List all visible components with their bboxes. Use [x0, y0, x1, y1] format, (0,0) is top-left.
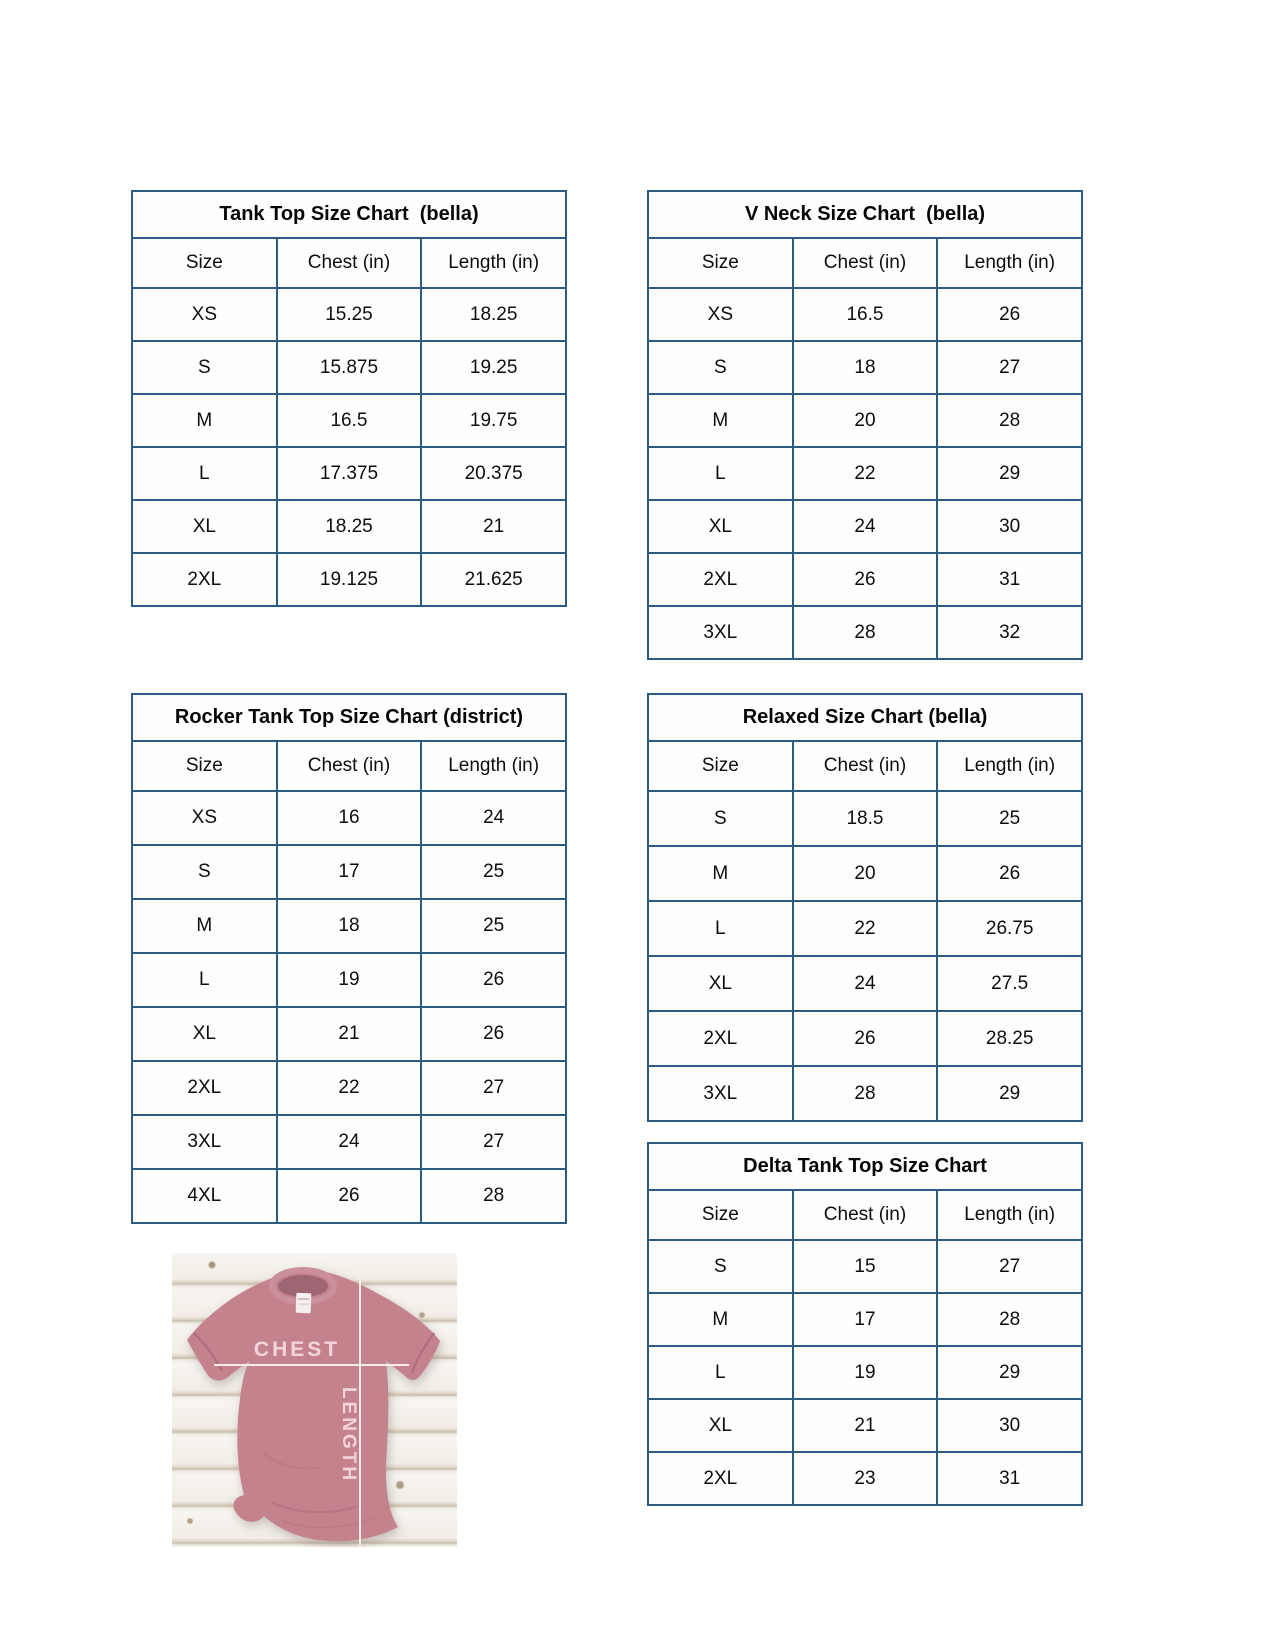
- table-cell: 28: [937, 394, 1082, 447]
- table-cell: S: [648, 791, 793, 846]
- table-row: [648, 901, 1082, 956]
- table-cell: 18.5: [793, 791, 938, 846]
- tshirt-illustration: [172, 1253, 457, 1547]
- table-row: [648, 1399, 1082, 1452]
- title-row: [132, 191, 566, 238]
- table-cell: 26: [421, 1007, 566, 1061]
- chest-measure-label: CHEST: [253, 1338, 341, 1361]
- table-cell: 29: [937, 447, 1082, 500]
- table-row: [132, 1169, 566, 1223]
- column-header: Size: [132, 238, 277, 288]
- table-row: [132, 447, 566, 500]
- table-cell: 26: [421, 953, 566, 1007]
- table-cell: 2XL: [648, 1452, 793, 1505]
- table-cell: 27: [421, 1115, 566, 1169]
- table-row: [648, 846, 1082, 901]
- table-row: [132, 1115, 566, 1169]
- table-row: [132, 845, 566, 899]
- table-cell: 22: [793, 447, 938, 500]
- table-cell: 26: [937, 288, 1082, 341]
- table-cell: XS: [132, 288, 277, 341]
- column-header: Size: [648, 1190, 793, 1240]
- header-row: [648, 238, 1082, 288]
- table-cell: 19.25: [421, 341, 566, 394]
- tshirt-body: [187, 1270, 440, 1542]
- table-cell: 30: [937, 500, 1082, 553]
- table-row: [648, 606, 1082, 659]
- table-cell: S: [648, 341, 793, 394]
- table-cell: S: [132, 845, 277, 899]
- title-row: [132, 694, 566, 741]
- table-cell: 32: [937, 606, 1082, 659]
- table-cell: 25: [421, 845, 566, 899]
- table-row: [648, 1011, 1082, 1066]
- header-row: [648, 741, 1082, 791]
- title-row: [648, 1143, 1082, 1190]
- header-row: [132, 238, 566, 288]
- table-cell: 20.375: [421, 447, 566, 500]
- table-cell: 31: [937, 1452, 1082, 1505]
- column-header: Chest (in): [793, 238, 938, 288]
- table-row: [132, 899, 566, 953]
- table-row: [648, 500, 1082, 553]
- table-cell: 25: [937, 791, 1082, 846]
- table-title: Delta Tank Top Size Chart: [648, 1143, 1082, 1190]
- table-cell: 4XL: [132, 1169, 277, 1223]
- table-cell: 22: [793, 901, 938, 956]
- table-cell: M: [648, 1293, 793, 1346]
- table-cell: 21.625: [421, 553, 566, 606]
- title-row: [648, 694, 1082, 741]
- table-cell: M: [132, 899, 277, 953]
- header-row: [132, 741, 566, 791]
- table-cell: 3XL: [648, 606, 793, 659]
- table-cell: M: [132, 394, 277, 447]
- table-cell: 15: [793, 1240, 938, 1293]
- table-cell: 21: [421, 500, 566, 553]
- table-cell: 19.125: [277, 553, 422, 606]
- table-row: [132, 288, 566, 341]
- table-row: [132, 341, 566, 394]
- column-header: Chest (in): [793, 1190, 938, 1240]
- table-tank-top-size-chart: [131, 190, 567, 607]
- table-row: [648, 341, 1082, 394]
- table-cell: M: [648, 846, 793, 901]
- table-cell: 23: [793, 1452, 938, 1505]
- table-title: Relaxed Size Chart (bella): [648, 694, 1082, 741]
- column-header: Length (in): [937, 238, 1082, 288]
- table-cell: 2XL: [132, 1061, 277, 1115]
- table-row: [648, 956, 1082, 1011]
- column-header: Length (in): [937, 741, 1082, 791]
- column-header: Size: [648, 238, 793, 288]
- table-cell: XL: [132, 1007, 277, 1061]
- table-row: [648, 394, 1082, 447]
- shirt-measurement-photo: [172, 1253, 457, 1547]
- table-cell: L: [648, 901, 793, 956]
- table-delta-tank-top-size-chart: [647, 1142, 1083, 1506]
- table-cell: 3XL: [132, 1115, 277, 1169]
- table-row: [648, 1452, 1082, 1505]
- table-cell: 26: [793, 1011, 938, 1066]
- column-header: Length (in): [421, 238, 566, 288]
- table-cell: 28: [793, 1066, 938, 1121]
- table-cell: 28.25: [937, 1011, 1082, 1066]
- table-row: [648, 447, 1082, 500]
- table-cell: XL: [648, 1399, 793, 1452]
- column-header: Size: [132, 741, 277, 791]
- table-cell: 27.5: [937, 956, 1082, 1011]
- table-cell: L: [648, 1346, 793, 1399]
- table-title: Tank Top Size Chart (bella): [132, 191, 566, 238]
- table-cell: 16.5: [277, 394, 422, 447]
- table-title: Rocker Tank Top Size Chart (district): [132, 694, 566, 741]
- table-cell: 28: [421, 1169, 566, 1223]
- table-cell: L: [648, 447, 793, 500]
- table-cell: 30: [937, 1399, 1082, 1452]
- table-cell: 22: [277, 1061, 422, 1115]
- table-cell: 19: [793, 1346, 938, 1399]
- table-row: [132, 791, 566, 845]
- table-cell: 24: [277, 1115, 422, 1169]
- column-header: Length (in): [937, 1190, 1082, 1240]
- table-cell: 20: [793, 394, 938, 447]
- table-row: [648, 1346, 1082, 1399]
- table-cell: XS: [132, 791, 277, 845]
- column-header: Size: [648, 741, 793, 791]
- table-row: [648, 288, 1082, 341]
- table-cell: L: [132, 953, 277, 1007]
- table-cell: 24: [793, 500, 938, 553]
- title-row: [648, 191, 1082, 238]
- table-cell: 17: [277, 845, 422, 899]
- table-cell: XL: [648, 956, 793, 1011]
- table-cell: 15.875: [277, 341, 422, 394]
- table-cell: 19: [277, 953, 422, 1007]
- table-cell: 21: [793, 1399, 938, 1452]
- table-cell: 26.75: [937, 901, 1082, 956]
- table-row: [132, 553, 566, 606]
- table-cell: 3XL: [648, 1066, 793, 1121]
- table-row: [132, 1007, 566, 1061]
- column-header: Chest (in): [277, 238, 422, 288]
- header-row: [648, 1190, 1082, 1240]
- table-cell: 2XL: [132, 553, 277, 606]
- table-cell: 29: [937, 1066, 1082, 1121]
- table-row: [132, 394, 566, 447]
- table-cell: XL: [648, 500, 793, 553]
- table-cell: 17: [793, 1293, 938, 1346]
- table-row: [132, 953, 566, 1007]
- column-header: Chest (in): [277, 741, 422, 791]
- table-row: [132, 1061, 566, 1115]
- table-row: [648, 553, 1082, 606]
- table-v-neck-size-chart: [647, 190, 1083, 660]
- table-cell: 20: [793, 846, 938, 901]
- column-header: Chest (in): [793, 741, 938, 791]
- table-cell: 25: [421, 899, 566, 953]
- length-measure-label: LENGTH: [338, 1386, 359, 1484]
- table-cell: 24: [421, 791, 566, 845]
- table-cell: L: [132, 447, 277, 500]
- table-cell: 24: [793, 956, 938, 1011]
- table-cell: 2XL: [648, 1011, 793, 1066]
- table-cell: 28: [937, 1293, 1082, 1346]
- table-cell: XS: [648, 288, 793, 341]
- table-cell: 2XL: [648, 553, 793, 606]
- table-row: [648, 1240, 1082, 1293]
- table-cell: 21: [277, 1007, 422, 1061]
- table-cell: 18.25: [421, 288, 566, 341]
- table-cell: 18: [277, 899, 422, 953]
- table-cell: 17.375: [277, 447, 422, 500]
- table-row: [648, 791, 1082, 846]
- table-cell: 26: [937, 846, 1082, 901]
- table-row: [132, 500, 566, 553]
- table-cell: M: [648, 394, 793, 447]
- neck-tag: [296, 1293, 312, 1314]
- table-relaxed-size-chart: [647, 693, 1083, 1122]
- table-cell: 31: [937, 553, 1082, 606]
- table-cell: 28: [793, 606, 938, 659]
- column-header: Length (in): [421, 741, 566, 791]
- table-cell: S: [648, 1240, 793, 1293]
- table-cell: 15.25: [277, 288, 422, 341]
- table-cell: S: [132, 341, 277, 394]
- table-cell: 18.25: [277, 500, 422, 553]
- table-title: V Neck Size Chart (bella): [648, 191, 1082, 238]
- table-cell: 29: [937, 1346, 1082, 1399]
- table-cell: 27: [421, 1061, 566, 1115]
- table-cell: 19.75: [421, 394, 566, 447]
- table-cell: 26: [793, 553, 938, 606]
- table-cell: 16: [277, 791, 422, 845]
- table-cell: 18: [793, 341, 938, 394]
- table-rocker-tank-top-size-chart: [131, 693, 567, 1224]
- table-cell: 26: [277, 1169, 422, 1223]
- table-cell: XL: [132, 500, 277, 553]
- table-cell: 27: [937, 1240, 1082, 1293]
- table-cell: 27: [937, 341, 1082, 394]
- table-cell: 16.5: [793, 288, 938, 341]
- table-row: [648, 1293, 1082, 1346]
- table-row: [648, 1066, 1082, 1121]
